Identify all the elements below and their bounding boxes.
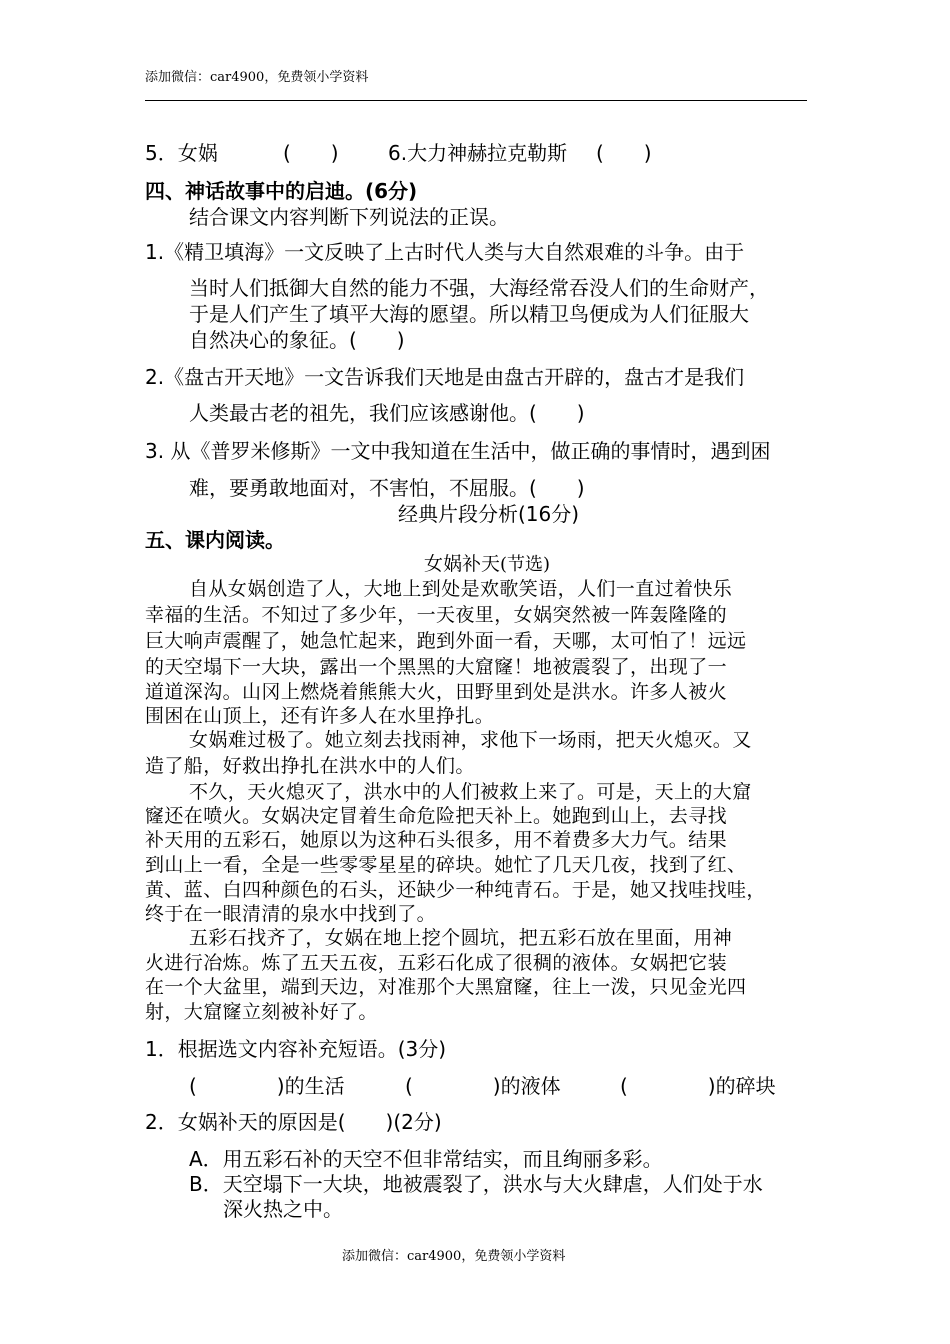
s5-q2-stem: 2．女娲补天的原因是( )(2分) <box>145 1110 442 1134</box>
passage-line: 道道深沟。山冈上燃烧着熊熊大火，田野里到处是洪水。许多人被火 <box>145 681 728 703</box>
s5-q2-option-b-line2: 深火热之中。 <box>223 1197 343 1221</box>
page-footer: 添加微信：car4900，免费领小学资料 <box>342 1249 566 1264</box>
s4-q3-line2: 难，要勇敢地面对，不害怕，不屈服。( ) <box>189 476 585 500</box>
passage-line: 五彩石找齐了，女娲在地上挖个圆坑，把五彩石放在里面，用神 <box>189 927 733 949</box>
passage-line: 窿还在喷火。女娲决定冒着生命危险把天补上。她跑到山上，去寻找 <box>145 805 728 827</box>
s5-q2-option-b-line1: B．天空塌下一大块，地被震裂了，洪水与大火肆虐，人们处于水 <box>189 1172 763 1196</box>
passage-line: 围困在山顶上，还有许多人在水里挣扎。 <box>145 705 495 727</box>
s5-q1-blank-2: ( )的液体 <box>405 1074 561 1098</box>
s4-q2-line2: 人类最古老的祖先，我们应该感谢他。( ) <box>189 401 585 425</box>
passage-line: 女娲难过极了。她立刻去找雨神，求他下一场雨，把天火熄灭。又 <box>189 729 752 751</box>
s4-q2-line1: 2.《盘古开天地》一文告诉我们天地是由盘古开辟的，盘古才是我们 <box>145 365 745 389</box>
section-4-instruction: 结合课文内容判断下列说法的正误。 <box>189 205 509 229</box>
page-header: 添加微信：car4900，免费领小学资料 <box>145 70 369 85</box>
match-item-6: 6.大力神赫拉克勒斯 <box>388 141 568 165</box>
match-item-5: 5．女娲 <box>145 141 218 165</box>
passage-title-note: (节选) <box>500 554 551 575</box>
passage-line: 终于在一眼清清的泉水中找到了。 <box>145 903 437 925</box>
s4-q3-line1: 3. 从《普罗米修斯》一文中我知道在生活中，做正确的事情时，遇到困 <box>145 439 771 463</box>
passage-line: 在一个大盆里，端到天边，对准那个大黑窟窿，往上一泼，只见金光四 <box>145 976 747 998</box>
part-title: 经典片段分析(16分) <box>398 502 580 526</box>
passage-line: 火进行冶炼。炼了五天五夜，五彩石化成了很稠的液体。女娲把它装 <box>145 952 728 974</box>
match-item-6-blank: ( ) <box>596 141 652 165</box>
s4-q1-line3: 于是人们产生了填平大海的愿望。所以精卫鸟便成为人们征服大 <box>189 302 749 326</box>
s5-q1-stem: 1．根据选文内容补充短语。(3分) <box>145 1037 447 1061</box>
s4-q1-line2: 当时人们抵御大自然的能力不强，大海经常吞没人们的生命财产， <box>189 276 769 300</box>
passage-title-main: 女娲补天 <box>424 553 501 575</box>
passage-line: 射，大窟窿立刻被补好了。 <box>145 1001 378 1023</box>
s5-q1-blank-3: ( )的碎块 <box>620 1074 776 1098</box>
passage-line: 不久，天火熄灭了，洪水中的人们被救上来了。可是，天上的大窟 <box>189 781 752 803</box>
passage-line: 的天空塌下一大块，露出一个黑黑的大窟窿！地被震裂了，出现了一 <box>145 656 728 678</box>
passage-line: 巨大响声震醒了，她急忙起来，跑到外面一看，天哪，太可怕了！远远 <box>145 630 747 652</box>
passage-line: 到山上一看，全是一些零零星星的碎块。她忙了几天几夜，找到了红、 <box>145 854 747 876</box>
section-5-heading: 五、课内阅读。 <box>145 528 285 552</box>
s5-q1-blank-1: ( )的生活 <box>189 1074 345 1098</box>
header-divider <box>145 100 807 101</box>
passage-title <box>424 549 550 576</box>
passage-line: 造了船，好救出挣扎在洪水中的人们。 <box>145 755 475 777</box>
passage-line: 补天用的五彩石，她原以为这种石头很多，用不着费多大力气。结果 <box>145 829 728 851</box>
passage-line: 自从女娲创造了人，大地上到处是欢歌笑语，人们一直过着快乐 <box>189 578 733 600</box>
match-item-5-blank: ( ) <box>283 141 339 165</box>
passage-line: 黄、蓝、白四种颜色的石头，还缺少一种纯青石。于是，她又找哇找哇， <box>145 879 766 901</box>
s4-q1-line4: 自然决心的象征。( ) <box>189 328 405 352</box>
s5-q2-option-a: A．用五彩石补的天空不但非常结实，而且绚丽多彩。 <box>189 1147 663 1171</box>
section-4-heading: 四、神话故事中的启迪。(6分) <box>145 179 418 203</box>
s4-q1-line1: 1.《精卫填海》一文反映了上古时代人类与大自然艰难的斗争。由于 <box>145 240 745 264</box>
passage-line: 幸福的生活。不知过了多少年，一天夜里，女娲突然被一阵轰隆隆的 <box>145 604 728 626</box>
